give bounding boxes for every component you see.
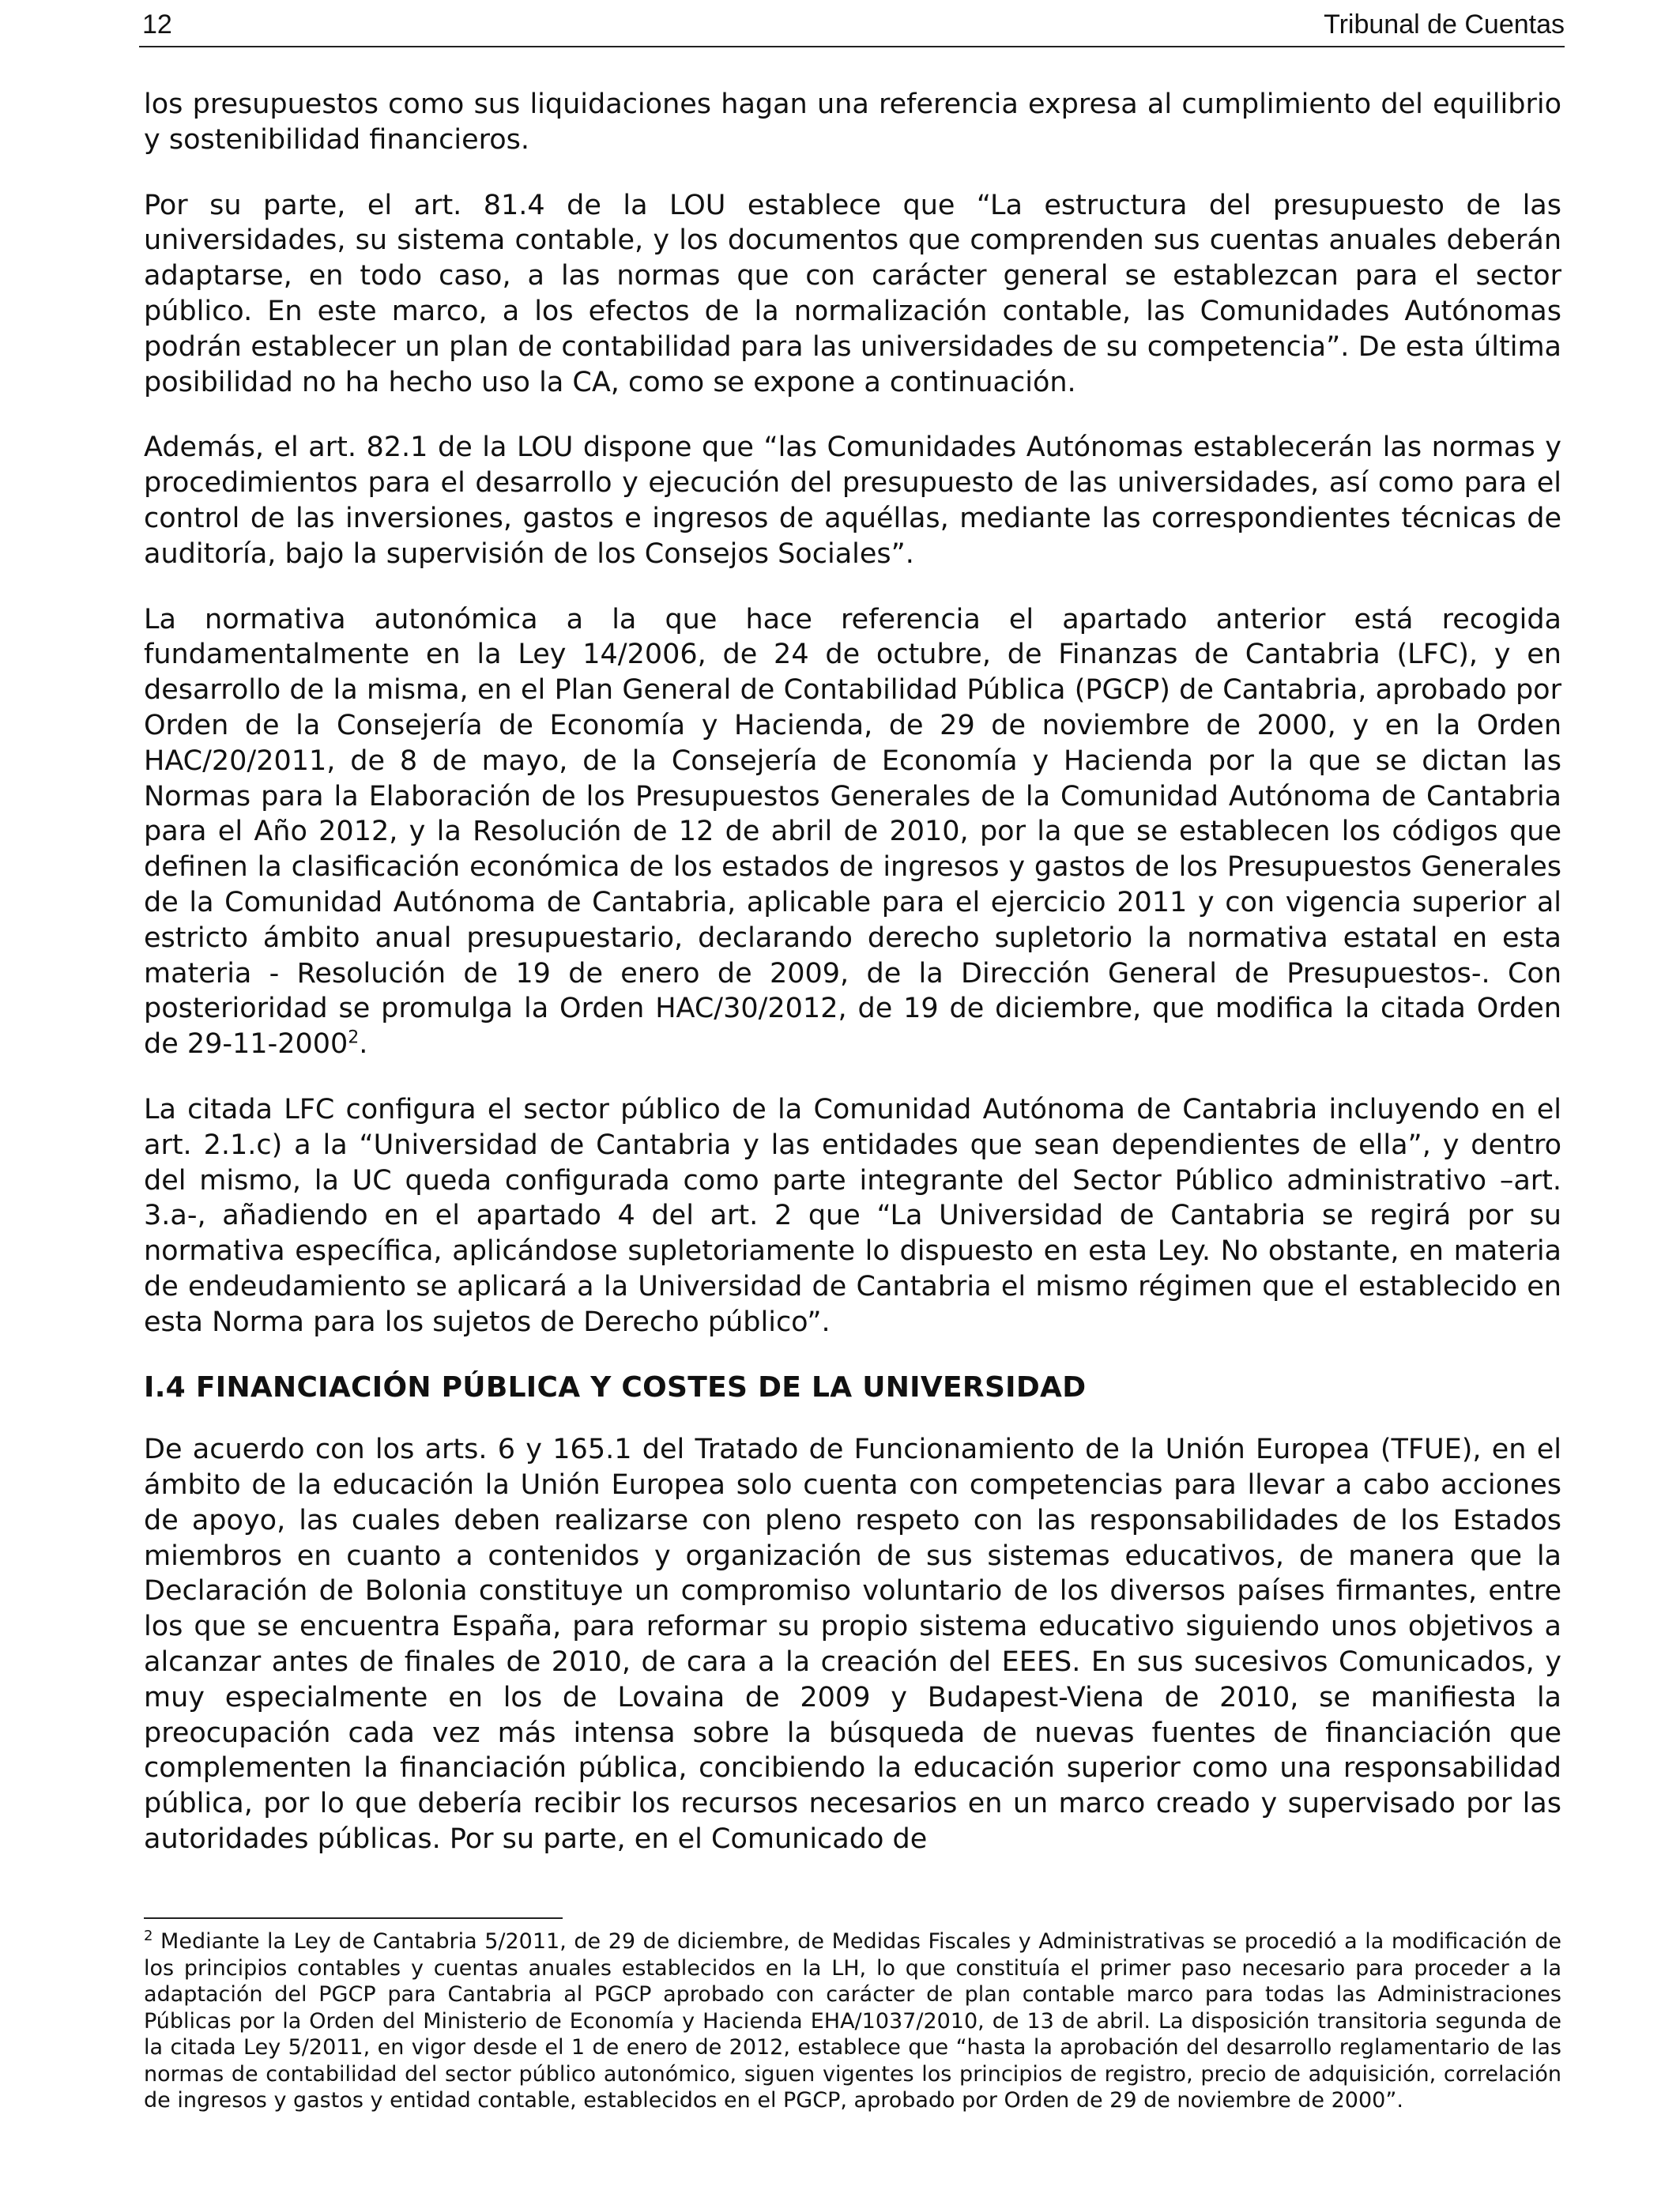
paragraph-4-end: . [359,1028,368,1061]
running-title: Tribunal de Cuentas [1324,9,1565,40]
footnote [144,1928,1561,2114]
paragraph-5: La citada LFC configura el sector público de la Comunidad Autónoma de Cantabria incluyendo en el art. 2.1.c) a la “Universidad de Cantabria y las entidades que sean dependientes de ella”, y dentro del mismo, la UC queda configurada como parte integrante del Sector Público administrativo –art. 3.a-, añadiendo en el apartado 4 del art. 2 que “La Universidad de Cantabria se regirá por su normativa específica, aplicándose supletoriamente lo dispuesto en esta Ley. No obstante, en materia de endeudamiento se aplicará a la Universidad de Cantabria el mismo régimen que el establecido en esta Norma para los sujetos de Derecho público”. [144,1093,1561,1338]
page-number: 12 [142,9,172,40]
page-header [139,5,1565,47]
paragraph-1: los presupuestos como sus liquidaciones hagan una referencia expresa al cumplimiento del equilibrio y sostenibilidad financieros. [144,89,1561,156]
footnote-text: Mediante la Ley de Cantabria 5/2011, de 29 de diciembre, de Medidas Fiscales y Administrativas se procedió a la modificación de los principios contables y cuentas anuales establecidos en la LH, lo que constituía el primer paso necesario para proceder a la adaptación del PGCP para Cantabria al PGCP aprobado con carácter de plan contable marco para todas las Administraciones Públicas por la Orden del Ministerio de Economía y Hacienda EHA/1037/2010, de 13 de abril. La disposición transitoria segunda de la citada Ley 5/2011, en vigor desde el 1 de enero de 2012, establece que “hasta la aprobación del desarrollo reglamentario de las normas de contabilidad del sector público autonómico, siguen vigentes los principios de registro, precio de adquisición, correlación de ingresos y gastos y entidad contable, establecidos en el PGCP, aprobado por Orden de 29 de noviembre de 2000”. [144,1929,1561,2113]
section-heading: I.4 FINANCIACIÓN PÚBLICA Y COSTES DE LA UNIVERSIDAD [144,1370,1087,1404]
main-text [144,87,1561,1887]
paragraph-3: Además, el art. 82.1 de la LOU dispone que “las Comunidades Autónomas establecerán las normas y procedimientos para el desarrollo y ejecución del presupuesto de las universidades, así como para el control de las inversiones, gastos e ingresos de aquéllas, mediante las correspondientes técnicas de auditoría, bajo la supervisión de los Consejos Sociales”. [144,432,1561,570]
section-paragraph: De acuerdo con los arts. 6 y 165.1 del Tratado de Funcionamiento de la Unión Europea (TFUE), en el ámbito de la educación la Unión Europea solo cuenta con competencias para llevar a cabo acciones de apoyo, las cuales deben realizarse con pleno respeto con las responsabilidades de los Estados miembros en cuanto a contenidos y organización de sus sistemas educativos, de manera que la Declaración de Bolonia constituye un compromiso voluntario de los diversos países firmantes, entre los que se encuentra España, para reformar su propio sistema educativo siguiendo unos objetivos a alcanzar antes de finales de 2010, de cara a la creación del EEES. En sus sucesivos Comunicados, y muy especialmente en los de Lovaina de 2009 y Budapest-Viena de 2010, se manifiesta la preocupación cada vez más intensa sobre la búsqueda de nuevas fuentes de financiación que complementen la financiación pública, concibiendo la educación superior como una responsabilidad pública, por lo que debería recibir los recursos necesarios en un marco creado y supervisado por las autoridades públicas. Por su parte, en el Comunicado de [144,1434,1561,1856]
paragraph-4-text: La normativa autonómica a la que hace referencia el apartado anterior está recogida fundamentalmente en la Ley 14/2006, de 24 de octubre, de Finanzas de Cantabria (LFC), y en desarrollo de la misma, en el Plan General de Contabilidad Pública (PGCP) de Cantabria, aprobado por Orden de la Consejería de Economía y Hacienda, de 29 de noviembre de 2000, y en la Orden HAC/20/2011, de 8 de mayo, de la Consejería de Economía y Hacienda por la que se dictan las Normas para la Elaboración de los Presupuestos Generales de la Comunidad Autónoma de Cantabria para el Año 2012, y la Resolución de 12 de abril de 2010, por la que se establecen los códigos que definen la clasificación económica de los estados de ingresos y gastos de los Presupuestos Generales de la Comunidad Autónoma de Cantabria, aplicable para el ejercicio 2011 y con vigencia superior al estricto ámbito anual presupuestario, declarando derecho supletorio la normativa estatal en esta materia - Resolución de 19 de enero de 2009, de la Dirección General de Presupuestos-. Con posterioridad se promulga la Orden HAC/30/2012, de 19 de diciembre, que modifica la citada Orden de 29-11-2000 [144,603,1561,1061]
paragraph-2: Por su parte, el art. 81.4 de la LOU establece que “La estructura del presupuesto de las universidades, su sistema contable, y los documentos que comprenden sus cuentas anuales deberán adaptarse, en todo caso, a las normas que con carácter general se establezcan para el sector público. En este marco, a los efectos de la normalización contable, las Comunidades Autónomas podrán establecer un plan de contabilidad para las universidades de su competencia”. De esta última posibilidad no ha hecho uso la CA, como se expone a continuación. [144,189,1561,398]
footnote-number: 2 [144,1928,153,1944]
paragraph-4 [144,602,1561,1062]
footnote-reference[interactable]: 2 [348,1027,360,1048]
footnote-separator [144,1917,563,1919]
